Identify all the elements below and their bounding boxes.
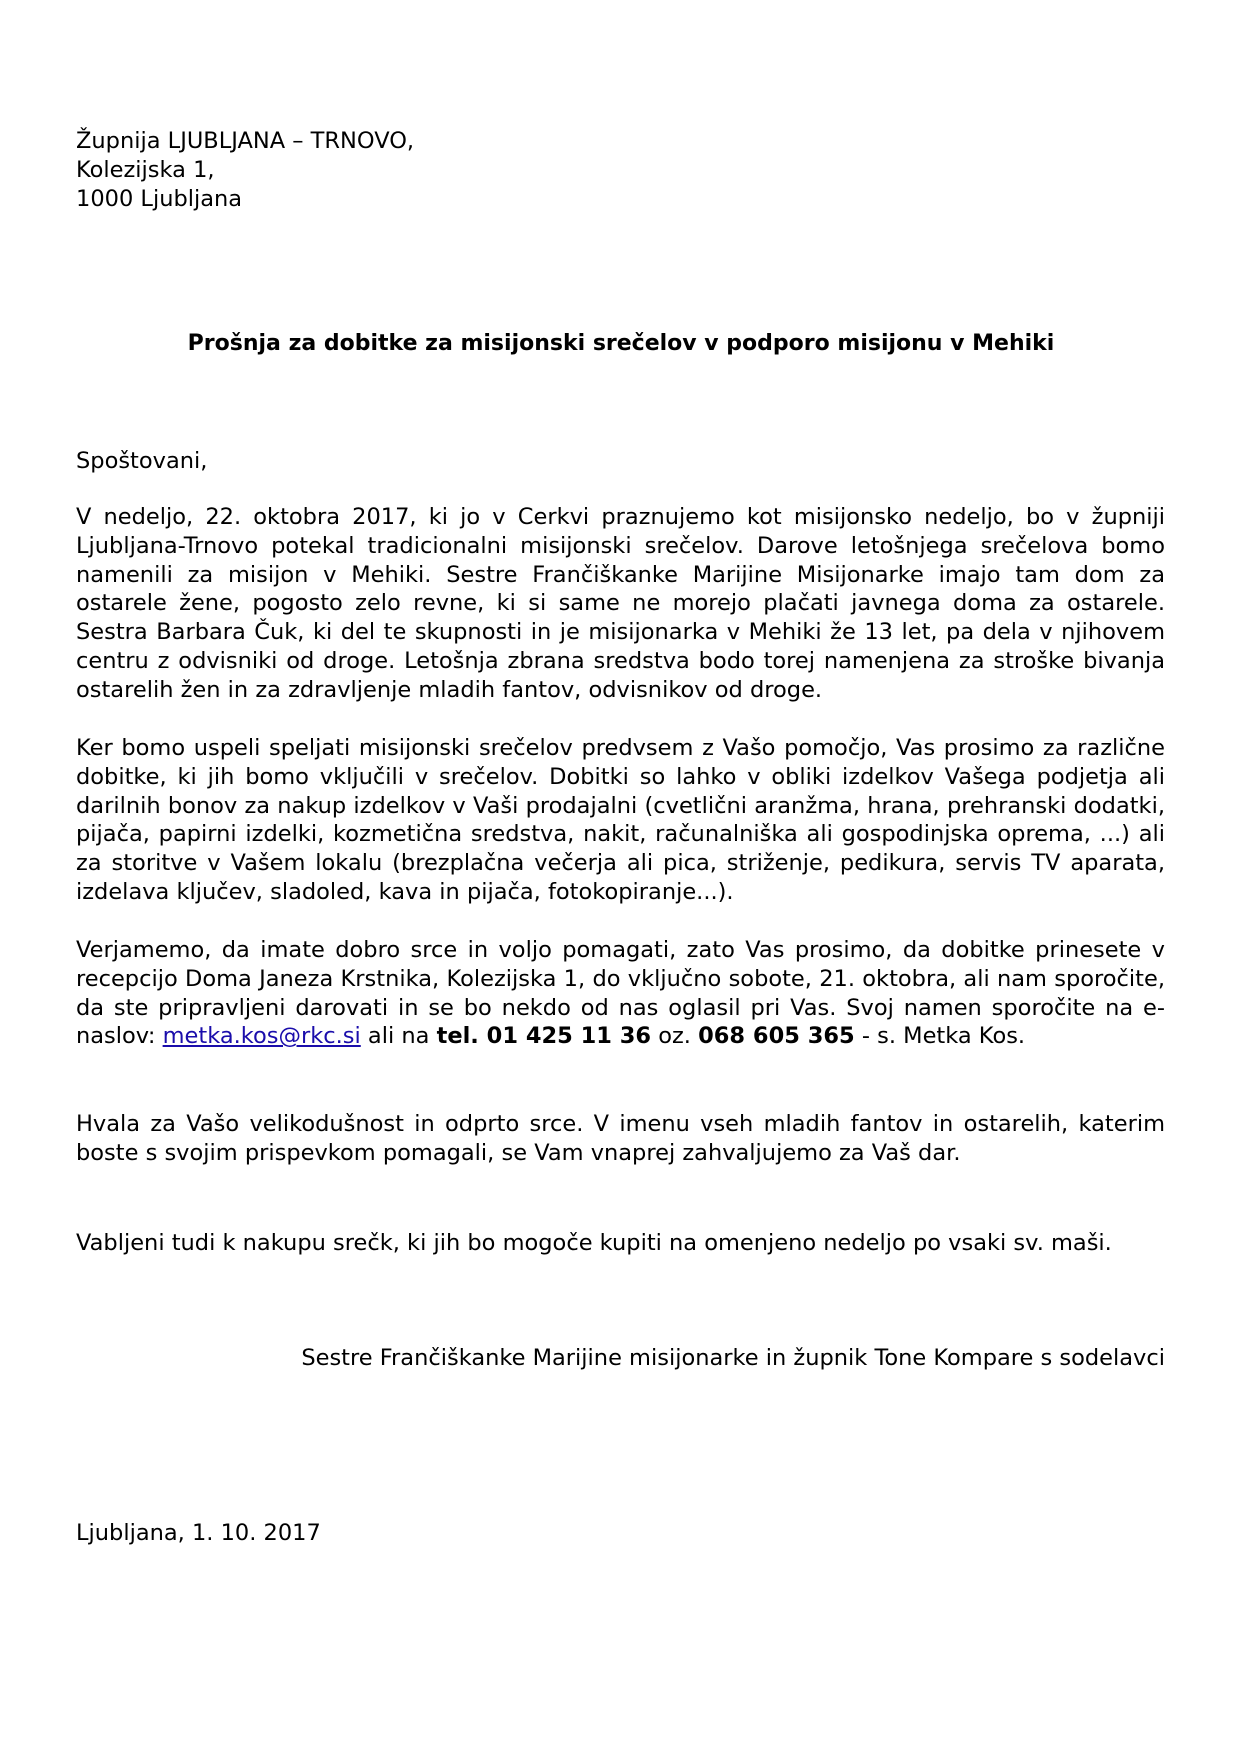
paragraph-intro: V nedeljo, 22. oktobra 2017, ki jo v Cerkvi praznujemo kot misijonsko nedeljo, bo v župniji Ljubljana-Trnovo potekal tradicionalni misijonski srečelov. Darove letošnjega srečelova bomo namenili za misijon v Mehiki. Sestre Frančiškanke Marijine Misijonarke imajo tam dom za ostarele žene, pogosto zelo revne, ki si same ne morejo plačati javnega doma za ostarele. Sestra Barbara Čuk, ki del te skupnosti in je misijonarka v Mehiki že 13 let, pa dela v njihovem centru z odvisniki od droge. Letošnja zbrana sredstva bodo torej namenjena za stroške bivanja ostarelih žen in za zdravljenje mladih fantov, odvisnikov od droge.	[76, 504, 1165, 703]
signature: Sestre Frančiškanke Marijine misijonarke in župnik Tone Kompare s sodelavci	[301, 1345, 1165, 1371]
phone-number: tel. 01 425 11 36	[436, 1023, 652, 1050]
letter-title: Prošnja za dobitke za misijonski srečelov v podporo misijonu v Mehiki	[187, 331, 1055, 356]
email-link[interactable]: metka.kos@rkc.si	[162, 1023, 361, 1050]
contact-text-before: Verjamemo, da imate dobro srce in voljo pomagati, zato Vas prosimo, da dobitke prinesete v recepcijo Doma Janeza Krstnika, Kolezijska 1, do vključno sobote, 21. oktobra, ali nam sporočite, da ste pripravljeni darovati in se bo nekdo od nas oglasil pri Vas. Svoj namen sporočite na e-naslov:	[76, 937, 1165, 1050]
mobile-number: 068 605 365	[698, 1023, 855, 1050]
recipient-address	[76, 127, 414, 214]
address-line-1: Župnija LJUBLJANA – TRNOVO,	[76, 128, 415, 154]
address-line-2: Kolezijska 1,	[76, 157, 215, 183]
greeting: Spoštovani,	[76, 448, 208, 474]
paragraph-thanks: Hvala za Vašo velikodušnost in odprto srce. V imenu vseh mladih fantov in ostarelih, katerim boste s svojim prispevkom pomagali, se Vam vnaprej zahvaljujemo za Vaš dar.	[76, 1111, 1165, 1166]
paragraph-request: Ker bomo uspeli speljati misijonski srečelov predvsem z Vašo pomočjo, Vas prosimo za različne dobitke, ki jih bomo vključili v srečelov. Dobitki so lahko v obliki izdelkov Vašega podjetja ali darilnih bonov za nakup izdelkov v Vaši prodajalni (cvetlični aranžma, hrana, prehranski dodatki, pijača, papirni izdelki, kozmetična sredstva, nakit, računalniška ali gospodinjska oprema, ...) ali za storitve v Vašem lokalu (brezplačna večerja ali pica, striženje, pedikura, servis TV aparata, izdelava ključev, sladoled, kava in pijača, fotokopiranje...).	[76, 735, 1165, 905]
paragraph-contact	[76, 936, 1165, 1051]
contact-text-after: - s. Metka Kos.	[854, 1023, 1026, 1050]
address-line-3: 1000 Ljubljana	[76, 186, 243, 212]
paragraph-invitation: Vabljeni tudi k nakupu srečk, ki jih bo mogoče kupiti na omenjeno nedeljo po vsaki sv. maši.	[76, 1230, 1112, 1256]
contact-text-mid: ali na	[360, 1023, 437, 1050]
letter-date: Ljubljana, 1. 10. 2017	[76, 1520, 321, 1546]
contact-text-oz: oz.	[651, 1023, 699, 1050]
